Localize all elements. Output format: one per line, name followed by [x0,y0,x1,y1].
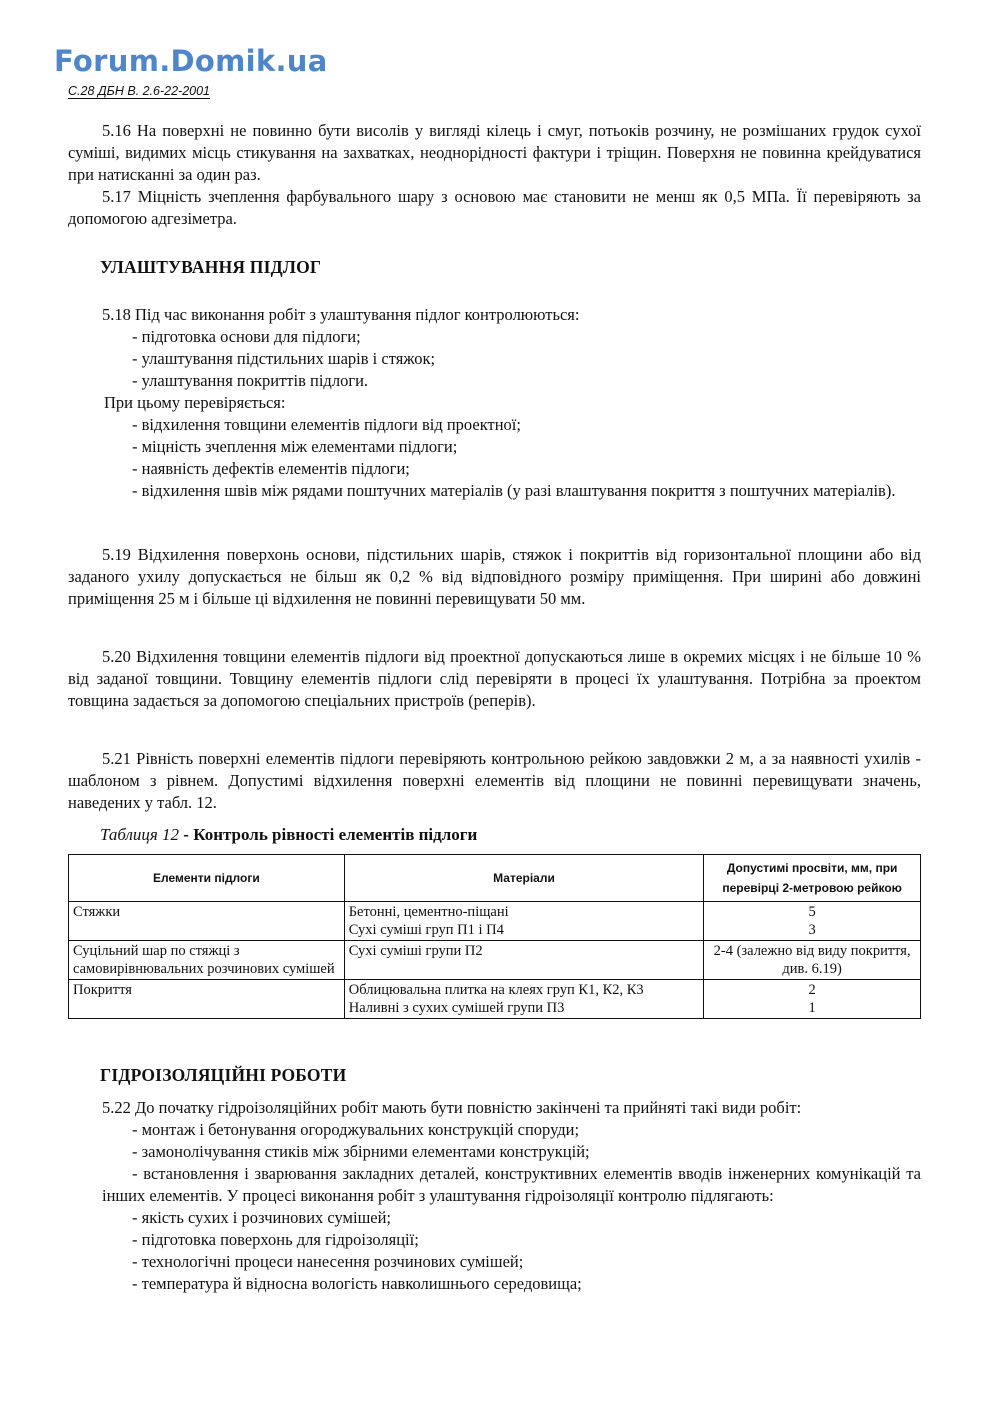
table-cell [344,902,704,941]
table-cell [704,941,921,980]
paragraph-5-21: 5.21 Рівність поверхні елементів підлоги перевіряють контрольною рейкою завдовжки 2 м, а за наявності ухилів - шаблоном з рівнем. Допустимі відхилення поверхні елементів від площини не повинні перевищувати значень, наведених у табл. 12. [68,749,921,812]
list-item: - наявність дефектів елементів підлоги; [132,459,410,478]
section-5-19 [68,544,921,610]
table-caption-dash: - [179,825,194,844]
value-line: 3 [808,922,816,938]
value-line: 2 [808,982,816,998]
list-item: - температура й відносна вологість навколишнього середовища; [132,1274,582,1293]
material-line: Бетонні, цементно-піщані [348,904,509,920]
table-row [69,902,921,941]
paragraph-check-intro: При цьому перевіряється: [104,393,286,412]
column-header: Матеріали [344,855,704,902]
table-header-row [69,855,921,902]
list-item: - міцність зчеплення між елементами підлоги; [132,437,458,456]
list-item: - відхилення товщини елементів підлоги від проектної; [132,415,521,434]
watermark-logo: Forum.Domik.ua [54,44,328,78]
list-item: - встановлення і зварювання закладних деталей, конструктивних елементів вводів інженерних комунікацій та інших елементів. У процесі виконання робіт з улаштування гідроізоляції контролю підлягають: [102,1164,921,1205]
list-item: - замонолічування стиків між збірними елементами конструкцій; [132,1142,590,1161]
value-line: 5 [808,904,816,920]
section-5-21 [68,748,921,814]
heading-floors: УЛАШТУВАННЯ ПІДЛОГ [100,257,322,277]
table-row [69,980,921,1019]
table-cell [704,902,921,941]
floor-flatness-table [68,854,921,1019]
list-item: - підготовка основи для підлоги; [132,327,361,346]
paragraph-5-19: 5.19 Відхилення поверхонь основи, підстильних шарів, стяжок і покриттів від горизонтальної площини або від заданого ухилу допускається не більш як 0,2 % від відповідного розміру приміщення. При ширині або довжині приміщення 25 м і більше ці відхилення не повинні перевищувати 50 мм. [68,545,921,608]
list-item: - улаштування покриттів підлоги. [132,371,369,390]
section-5-16-17 [68,120,921,230]
column-header: Допустимі просвіти, мм, при перевірці 2-метровою рейкою [704,855,921,902]
table-cell [344,980,704,1019]
material-line: Сухі суміші груп П1 і П4 [348,922,504,938]
section-5-22 [68,1097,921,1295]
table-caption-title: Контроль рівності елементів підлоги [193,825,478,844]
list-item: - технологічні процеси нанесення розчинових сумішей; [132,1252,524,1271]
table-cell: Суцільний шар по стяжці з самовирівнювальних розчинових сумішей [69,941,345,980]
table-cell: Стяжки [69,902,345,941]
paragraph-5-20: 5.20 Відхилення товщини елементів підлоги від проектної допускаються лише в окремих місцях і не більше 10 % від заданої товщини. Товщину елементів підлоги слід перевіряти в процесі їх улаштування. Потрібна за проектом товщина задається за допомогою спеціальних пристроїв (реперів). [68,647,921,710]
section-5-20 [68,646,921,712]
heading-waterproofing: ГІДРОІЗОЛЯЦІЙНІ РОБОТИ [100,1065,347,1085]
list-item: - підготовка поверхонь для гідроізоляції; [132,1230,419,1249]
material-line: Наливні з сухих сумішей групи П3 [348,1000,565,1016]
material-line: Сухі суміші групи П2 [348,943,483,959]
paragraph-5-17: 5.17 Міцність зчеплення фарбувального шару з основою має становити не менш як 0,5 МПа. Її перевіряють за допомогою адгезіметра. [68,187,921,228]
table-caption-label: Таблиця 12 [100,825,180,844]
value-line: 2-4 (залежно від виду покриття, див. 6.19) [713,943,911,977]
paragraph-5-16: 5.16 На поверхні не повинно бути висолів у вигляді кілець і смуг, потьоків розчину, не розмішаних грудок сухої суміші, видимих місць стикування на захватках, неоднорідності фактури і тріщин. Поверхня не повинна крейдуватися при натисканні за один раз. [68,121,921,184]
table-caption [100,824,477,846]
list-item: - монтаж і бетонування огороджувальних конструкцій споруди; [132,1120,580,1139]
material-line: Облицювальна плитка на клеях груп К1, К2, К3 [348,982,644,998]
table-row [69,941,921,980]
paragraph-5-18: 5.18 Під час виконання робіт з улаштування підлог контролюються: [102,305,580,324]
value-line: 1 [808,1000,816,1016]
list-item: - улаштування підстильних шарів і стяжок; [132,349,436,368]
list-item: - якість сухих і розчинових сумішей; [132,1208,392,1227]
running-head: С.28 ДБН В. 2.6-22-2001 [68,84,211,98]
table-cell [344,941,704,980]
section-5-18 [68,304,921,502]
table-cell: Покриття [69,980,345,1019]
table-cell [704,980,921,1019]
paragraph-5-22: 5.22 До початку гідроізоляційних робіт мають бути повністю закінчені та прийняті такі види робіт: [102,1098,802,1117]
column-header: Елементи підлоги [69,855,345,902]
list-item: - відхилення швів між рядами поштучних матеріалів (у разі влаштування покриття з поштучних матеріалів). [132,481,896,500]
